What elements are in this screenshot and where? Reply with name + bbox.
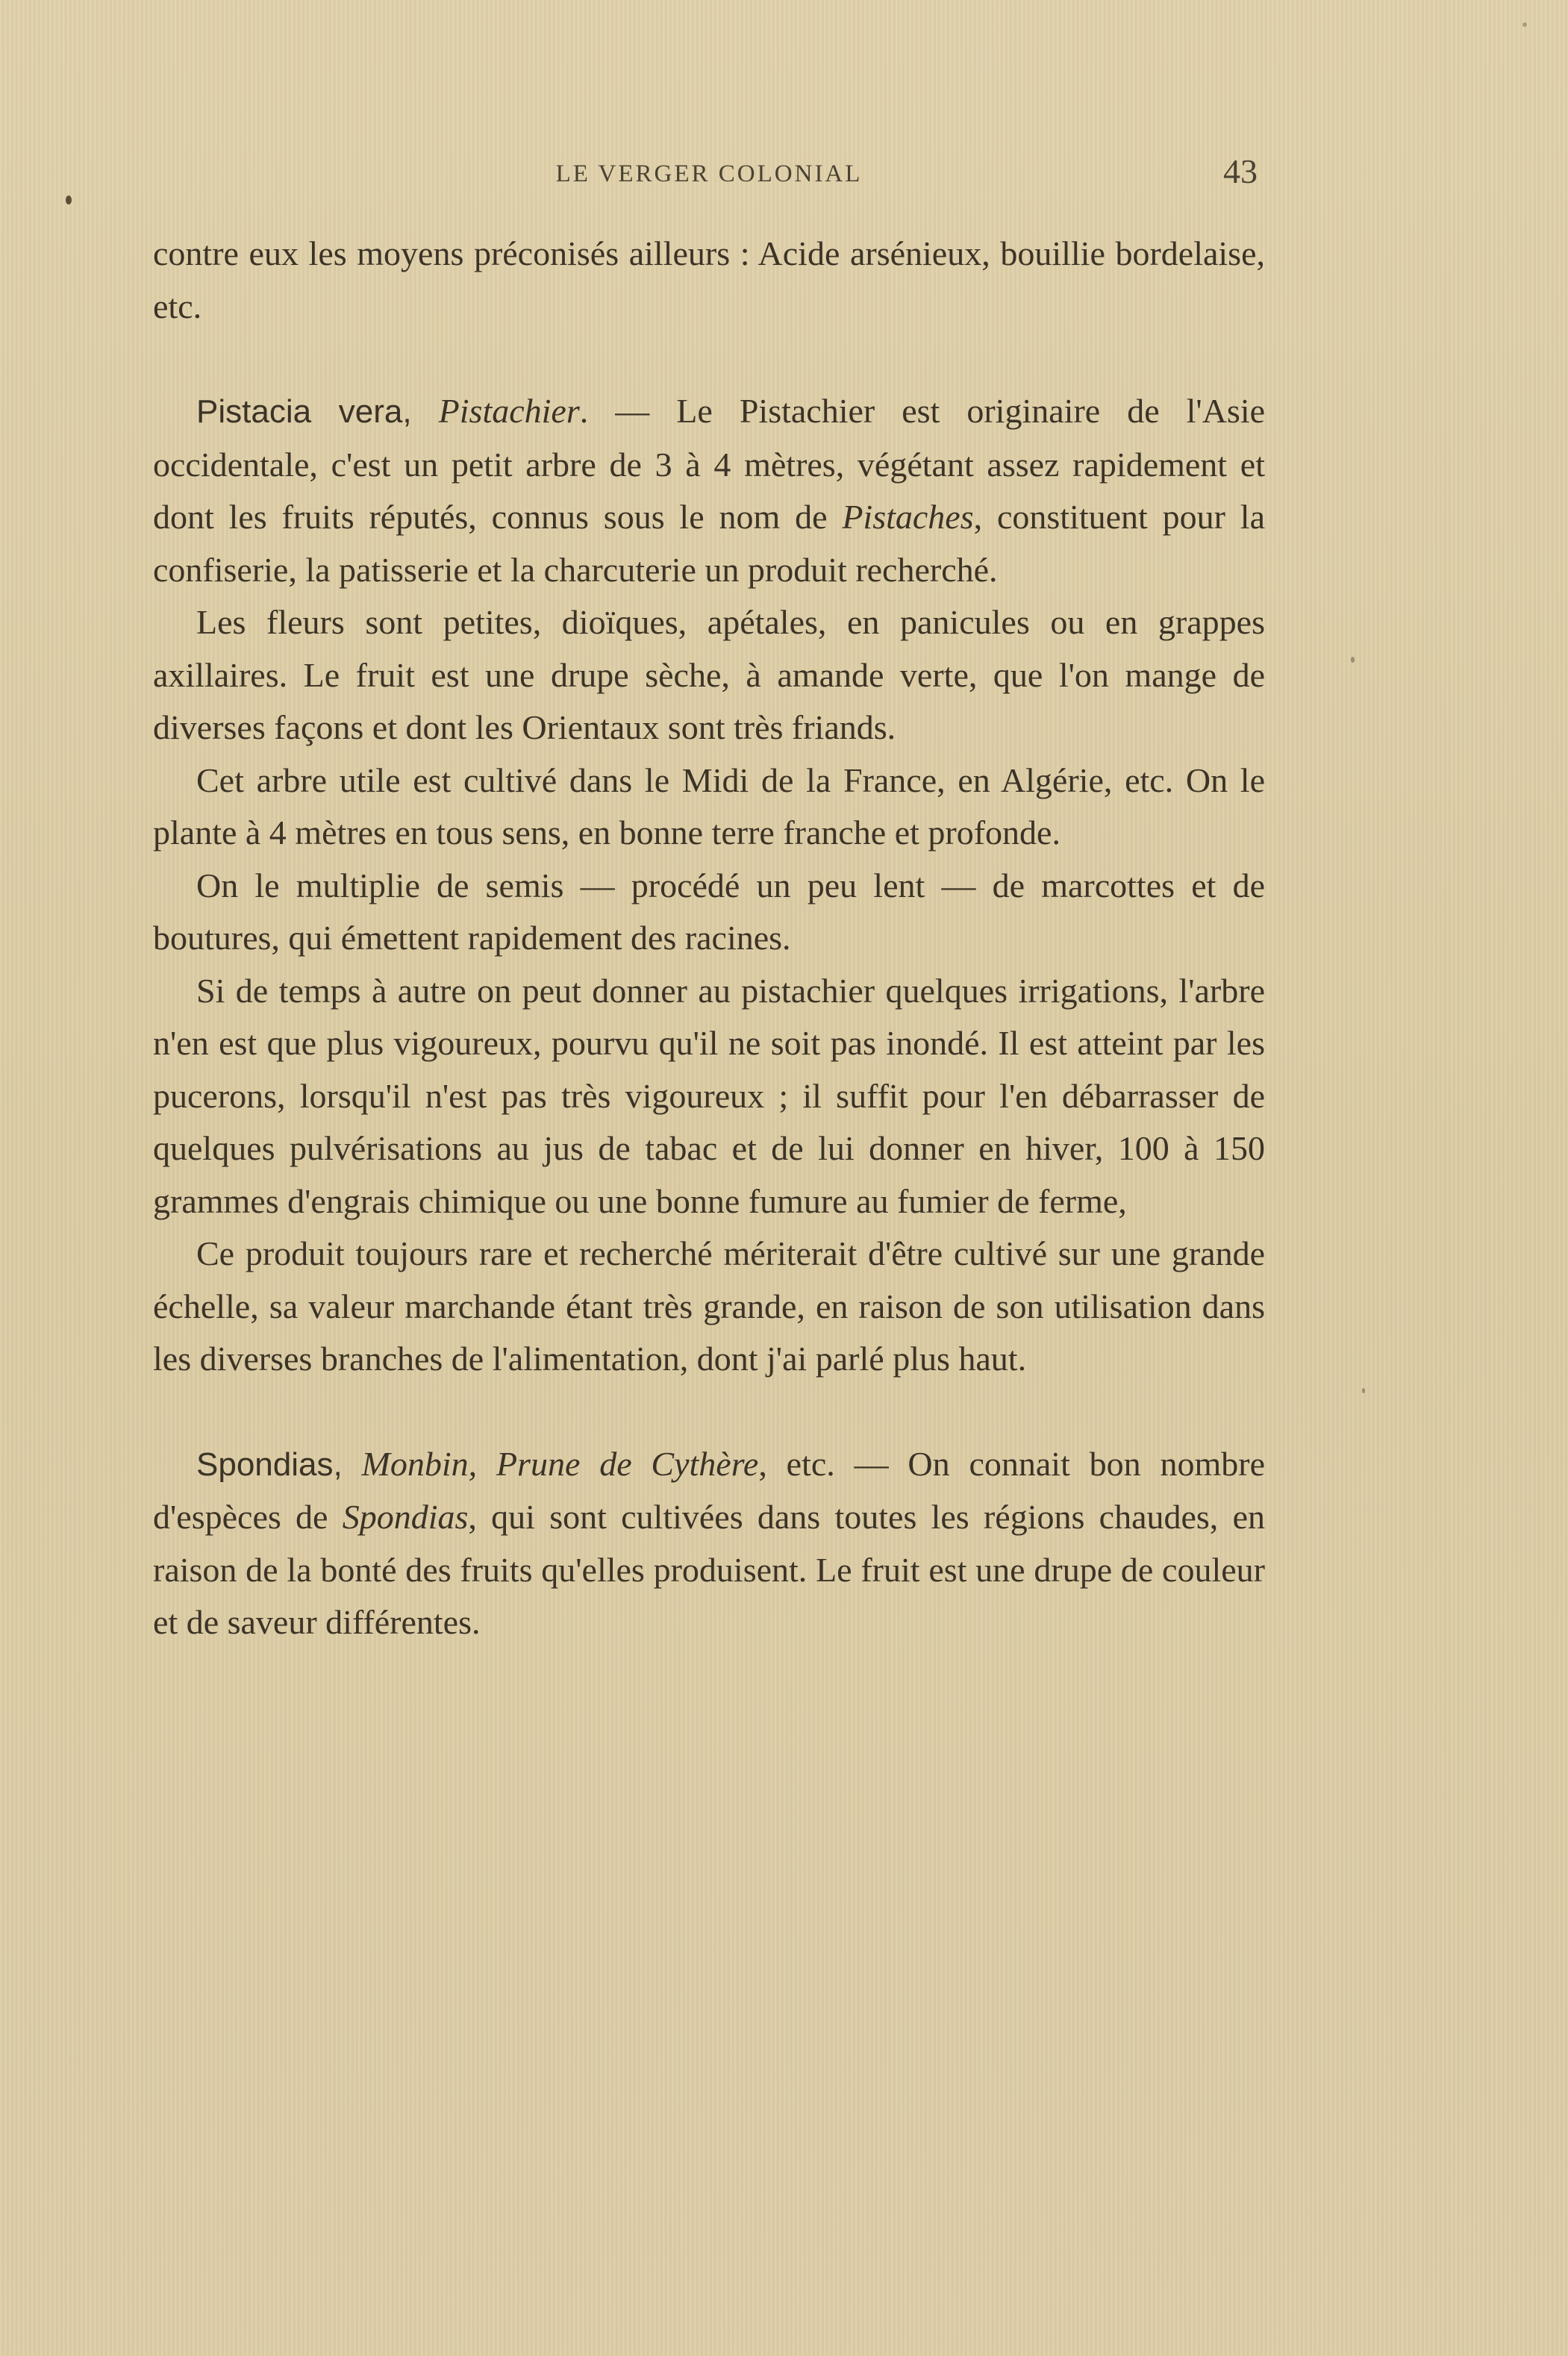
- paragraph-continuation: [153, 228, 1265, 333]
- paragraph-text: Les fleurs sont petites, dioïques, apétales, en panicules ou en grappes axillaires. Le fruit est une drupe sèche, à amande verte, que l'on mange de diverses façons et dont les Orientaux sont très friands.: [153, 603, 1265, 746]
- paragraph-text: Ce produit toujours rare et recherché mériterait d'être cultivé sur une grande échelle, sa valeur marchande étant très grande, en raison de son utilisation dans les diverses branches de l'alimentation, dont j'ai parlé plus haut.: [153, 1234, 1265, 1378]
- paragraph-text: contre eux les moyens préconisés ailleurs : Acide arsénieux, bouillie bordelaise, etc.: [153, 234, 1265, 325]
- paragraph-text: Cet arbre utile est cultivé dans le Midi de la France, en Algérie, etc. On le plante à 4 mètres en tous sens, en bonne terre franche et profonde.: [153, 760, 1265, 852]
- paragraph-fleurs: [153, 596, 1265, 754]
- species-name-spondias: Spondias,: [196, 1446, 343, 1483]
- species-name-pistacia: Pistacia vera,: [196, 393, 412, 430]
- running-title: LE VERGER COLONIAL: [555, 160, 863, 187]
- italic-term-spondias: Spondias: [342, 1498, 469, 1536]
- paper-speck: [1362, 1388, 1365, 1393]
- common-name-monbin: Monbin, Prune de Cythère: [361, 1444, 759, 1483]
- paragraph-culture: [153, 754, 1265, 860]
- paragraph-spondias: [153, 1438, 1265, 1649]
- page-header: [153, 153, 1265, 198]
- page-number: 43: [1223, 152, 1258, 190]
- body-text: [153, 228, 1265, 1649]
- paragraph-text: , etc. — On connait bon nombre d'espèces de: [153, 1444, 1266, 1536]
- common-name-pistachier: Pistachier: [438, 392, 580, 430]
- paragraph-pistacia: [153, 385, 1265, 596]
- paper-speck: [1522, 22, 1527, 27]
- paper-speck: [66, 196, 72, 204]
- italic-term-pistaches: Pistaches: [842, 498, 974, 536]
- paragraph-valeur: [153, 1228, 1265, 1386]
- paper-speck: [1351, 657, 1355, 663]
- paragraph-multiplication: [153, 860, 1265, 965]
- paragraph-text: On le multiplie de semis — procédé un peu lent — de marcottes et de boutures, qui émettent rapidement des racines.: [153, 866, 1265, 957]
- paragraph-text: , constituent pour la confiserie, la patisserie et la charcuterie un produit recherché.: [153, 498, 1265, 589]
- paragraph-text: Si de temps à autre on peut donner au pistachier quelques irrigations, l'arbre n'en est que plus vigoureux, pourvu qu'il ne soit pas inondé. Il est atteint par les pucerons, lorsqu'il n'est pas très vigoureux ; il suffit pour l'en débarrasser de quelques pulvérisations au jus de tabac et de lui donner en hiver, 100 à 150 grammes d'engrais chimique ou une bonne fumure au fumier de ferme,: [153, 971, 1265, 1220]
- paragraph-text: , qui sont cultivées dans toutes les régions chaudes, en raison de la bonté des fruits qu'elles produisent. Le fruit est une drupe de couleur et de saveur différentes.: [153, 1498, 1265, 1641]
- paragraph-text: . — Le Pistachier est originaire de l'Asie occidentale, c'est un petit arbre de 3 à 4 mètres, végétant assez rapidement et dont les fruits réputés, connus sous le nom de: [153, 392, 1266, 536]
- paragraph-entretien: [153, 965, 1265, 1228]
